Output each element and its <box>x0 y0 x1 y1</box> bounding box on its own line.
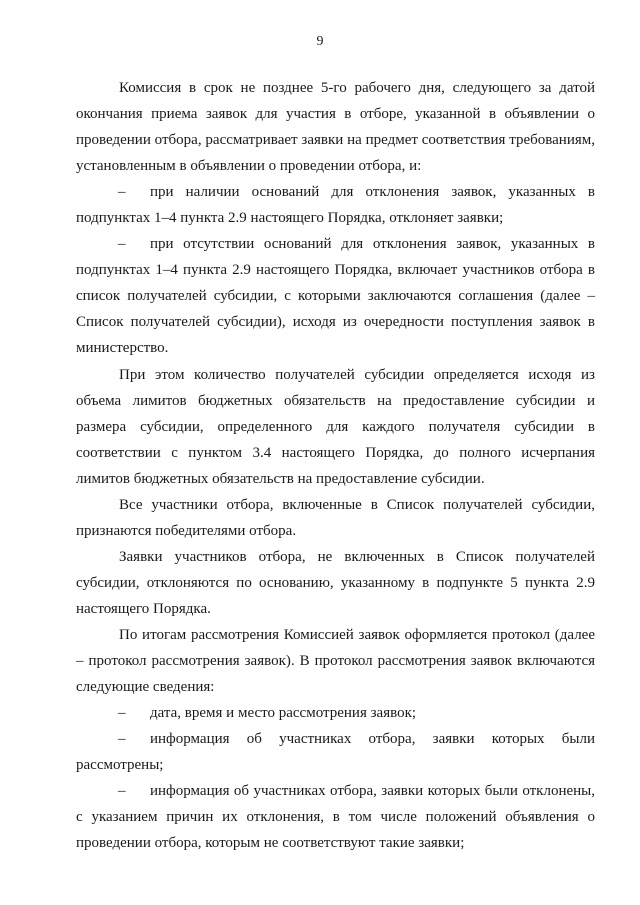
paragraph-winners: Все участники отбора, включенные в Список получателей субсидии, признаются победителями отбора. <box>76 496 595 539</box>
paragraph-rejected-not-included: Заявки участников отбора, не включенных в Список получателей субсидии, отклоняются по основанию, указанному в подпункте 5 пункта 2.9 настоящего Порядка. <box>76 548 595 617</box>
list-item-rejected-participants <box>76 778 595 856</box>
list-item-text: при наличии оснований для отклонения заявок, указанных в подпунктах 1–4 пункта 2.9 настоящего Порядка, отклоняет заявки; <box>76 184 595 227</box>
list-item-text: при отсутствии оснований для отклонения заявок, указанных в подпунктах 1–4 пункта 2.9 настоящего Порядка, включает участников отбора в список получателей субсидии, с которыми заключаются соглашения (далее – Список получателей субсидии), исходя из очередности поступления заявок в министерство. <box>76 236 595 357</box>
list-item-date-time-place <box>76 700 595 726</box>
dash-marker: – <box>118 184 126 201</box>
list-item-text: информация об участниках отбора, заявки которых были рассмотрены; <box>76 731 595 774</box>
dash-marker: – <box>118 731 126 748</box>
paragraph-recipients-count: При этом количество получателей субсидии определяется исходя из объема лимитов бюджетных обязательств на предоставление субсидии и размера субсидии, определенного для каждого получателя субсидии в соответствии с пунктом 3.4 настоящего Порядка, до полного исчерпания лимитов бюджетных обязательств на предоставление субсидии. <box>76 366 595 487</box>
body-text <box>76 75 595 856</box>
list-item-reviewed-participants <box>76 726 595 778</box>
paragraph-commission-review: Комиссия в срок не позднее 5-го рабочего дня, следующего за датой окончания приема заявок для участия в отборе, указанной в объявлении о проведении отбора, рассматривает заявки на предмет соответствия требованиям, установленным в объявлении о проведении отбора, и: <box>76 80 595 175</box>
paragraph-protocol: По итогам рассмотрения Комиссией заявок оформляется протокол (далее – протокол рассмотрения заявок). В протокол рассмотрения заявок включаются следующие сведения: <box>76 626 595 696</box>
dash-marker: – <box>118 236 126 253</box>
list-item-text: информация об участниках отбора, заявки которых были отклонены, с указанием причин их отклонения, в том числе положений объявления о проведении отбора, которым не соответствуют такие заявки; <box>76 783 595 852</box>
list-item-reject-applications <box>76 179 595 231</box>
page-number: 9 <box>316 34 324 49</box>
list-item-text: дата, время и место рассмотрения заявок; <box>150 705 417 722</box>
list-item-include-participants <box>76 231 595 361</box>
dash-marker: – <box>118 783 126 800</box>
dash-marker: – <box>118 705 126 722</box>
